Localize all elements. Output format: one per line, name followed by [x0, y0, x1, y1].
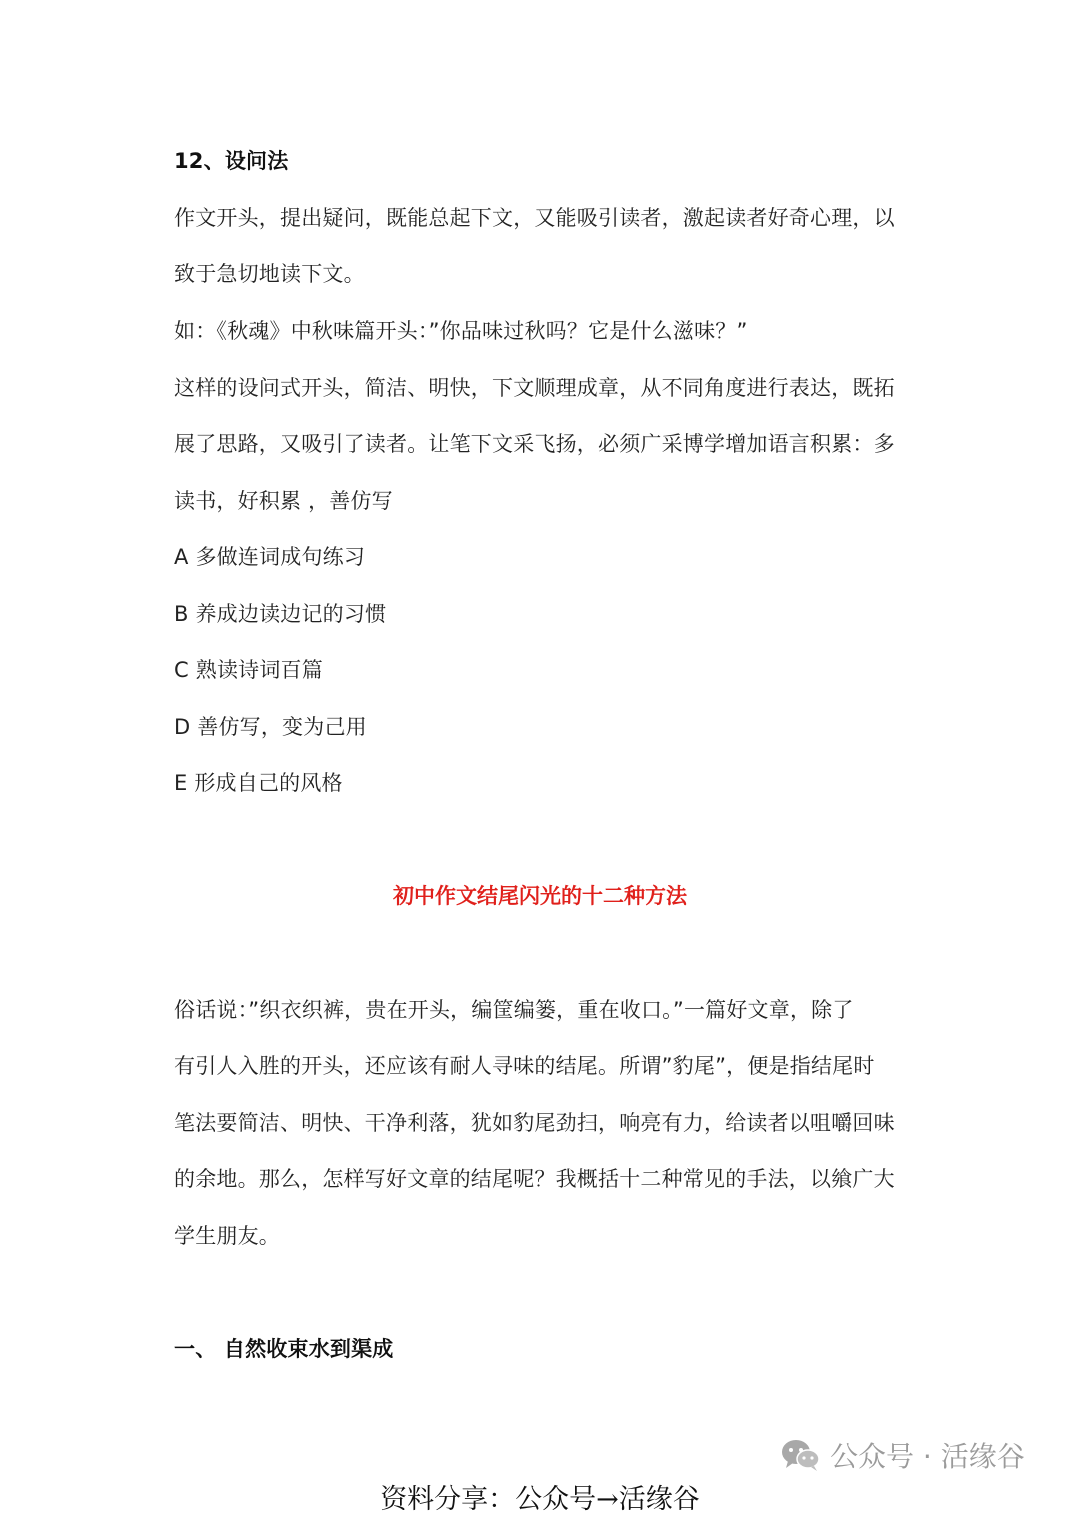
list-item: C 熟读诗词百篇 — [174, 658, 323, 682]
paragraph-line: 展了思路，又吸引了读者。让笔下文采飞扬，必须广采博学增加语言积累：多 — [174, 432, 895, 456]
paragraph-line: 作文开头，提出疑问，既能总起下文，又能吸引读者，激起读者好奇心理，以 — [174, 206, 895, 230]
wechat-icon — [780, 1437, 822, 1473]
paragraph-line: 学生朋友。 — [174, 1224, 280, 1248]
list-item: D 善仿写，变为己用 — [174, 715, 367, 739]
list-item: E 形成自己的风格 — [174, 771, 343, 795]
endings-title: 初中作文结尾闪光的十二种方法 — [393, 884, 687, 908]
watermark — [780, 1435, 1025, 1475]
list-item: B 养成边读边记的习惯 — [174, 602, 387, 626]
example-line: 如：《秋魂》中秋味篇开头：”你品味过秋吗？它是什么滋味？” — [174, 319, 748, 343]
footer-text: 资料分享：公众号→活缘谷 — [380, 1484, 700, 1515]
section-1-heading: 一、 自然收束水到渠成 — [174, 1337, 394, 1361]
paragraph-line: 致于急切地读下文。 — [174, 262, 365, 286]
watermark-text: 公众号 · 活缘谷 — [830, 1440, 1025, 1473]
paragraph-line: 的余地。那么，怎样写好文章的结尾呢？我概括十二种常见的手法，以飨广大 — [174, 1167, 895, 1191]
paragraph-line: 笔法要简洁、明快、干净利落，犹如豹尾劲扫，响亮有力，给读者以咀嚼回味 — [174, 1111, 895, 1135]
paragraph-line: 有引人入胜的开头，还应该有耐人寻味的结尾。所谓”豹尾”，便是指结尾时 — [174, 1054, 875, 1078]
paragraph-line: 俗话说：”织衣织裤，贵在开头，编筐编篓，重在收口。”一篇好文章，除了 — [174, 998, 854, 1022]
section-12-heading: 12、设问法 — [174, 149, 289, 173]
list-item: A 多做连词成句练习 — [174, 545, 366, 569]
paragraph-line: 这样的设问式开头，简洁、明快，下文顺理成章，从不同角度进行表达，既拓 — [174, 376, 895, 400]
paragraph-line: 读书，好积累 ，善仿写 — [174, 489, 393, 513]
